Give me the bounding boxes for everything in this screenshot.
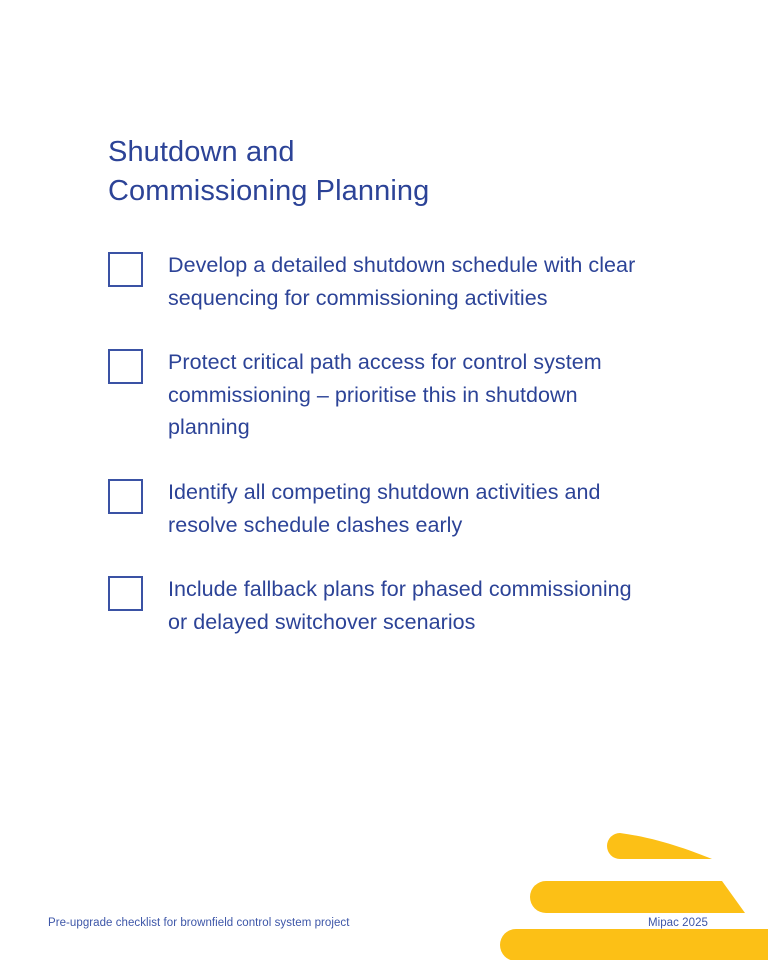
page-title-line-1: Shutdown and <box>108 136 295 168</box>
checkbox-icon[interactable] <box>108 479 143 514</box>
checklist <box>108 249 708 638</box>
page-title-line-2: Commissioning Planning <box>108 175 430 207</box>
checkbox-icon[interactable] <box>108 576 143 611</box>
checklist-item-label: Protect critical path access for control system commissioning – prioritise this in shutdown planning <box>168 350 602 440</box>
footer-right-text: Mipac 2025 <box>648 917 708 929</box>
page-title <box>108 133 668 211</box>
footer-left-text: Pre-upgrade checklist for brownfield control system project <box>48 917 350 929</box>
mipac-swoosh-graphic <box>430 810 768 960</box>
checklist-item[interactable] <box>108 573 708 638</box>
swoosh-shape-bottom <box>500 929 768 960</box>
checklist-item[interactable] <box>108 249 708 314</box>
swoosh-shape-top <box>607 833 712 859</box>
checklist-item[interactable] <box>108 346 708 444</box>
swoosh-shape-middle <box>530 881 745 913</box>
checkbox-icon[interactable] <box>108 252 143 287</box>
checklist-item-label: Include fallback plans for phased commissioning or delayed switchover scenarios <box>168 577 632 634</box>
checklist-item[interactable] <box>108 476 708 541</box>
checklist-item-label: Identify all competing shutdown activities and resolve schedule clashes early <box>168 479 601 537</box>
checkbox-icon[interactable] <box>108 349 143 384</box>
checklist-item-label: Develop a detailed shutdown schedule with clear sequencing for commissioning activities <box>168 253 636 310</box>
